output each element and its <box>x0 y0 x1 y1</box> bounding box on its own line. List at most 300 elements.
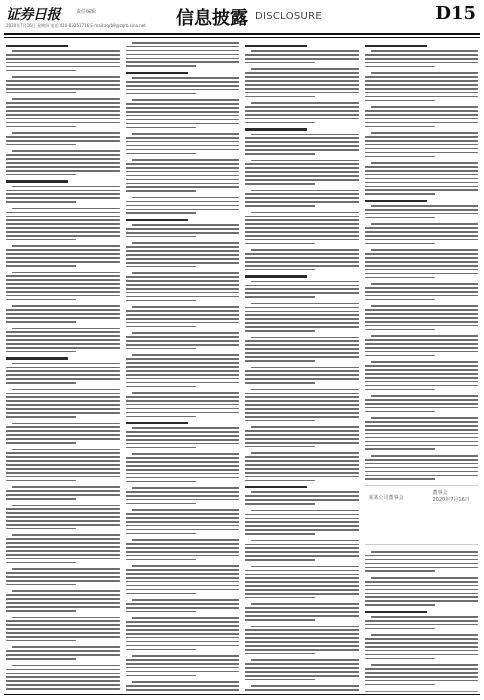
text-line <box>251 68 359 70</box>
paragraph-heading <box>6 357 68 359</box>
text-line <box>245 533 315 535</box>
text-line <box>245 106 359 108</box>
text-line <box>245 54 359 56</box>
text-line <box>245 183 315 185</box>
text-line <box>12 50 120 52</box>
text-line <box>245 307 359 309</box>
text-line <box>6 235 120 237</box>
text-paragraph <box>245 510 359 535</box>
text-line <box>6 219 120 221</box>
text-line <box>126 517 240 519</box>
text-line <box>245 503 315 505</box>
text-line <box>126 300 196 302</box>
text-paragraph <box>126 681 240 692</box>
text-line <box>126 521 240 523</box>
text-line <box>6 136 120 138</box>
text-line <box>6 313 120 315</box>
text-line <box>6 144 76 146</box>
text-line <box>6 598 120 600</box>
text-line <box>126 280 240 282</box>
text-paragraph <box>245 626 359 655</box>
text-paragraph <box>126 332 240 349</box>
text-line <box>126 457 240 459</box>
text-line <box>126 513 240 515</box>
text-line <box>126 641 240 643</box>
text-line <box>126 358 240 360</box>
text-line <box>245 456 359 458</box>
text-line <box>365 624 479 626</box>
text-paragraph <box>365 283 479 300</box>
text-line <box>6 170 120 172</box>
text-line <box>132 539 240 541</box>
text-paragraph <box>126 242 240 267</box>
footer-rule <box>4 694 480 695</box>
text-line <box>6 253 120 255</box>
text-line <box>126 525 240 527</box>
text-line <box>126 54 240 56</box>
text-line <box>126 137 240 139</box>
text-line <box>6 190 120 192</box>
text-line <box>365 265 479 267</box>
text-line <box>126 547 240 549</box>
text-paragraph <box>126 539 240 560</box>
text-line <box>245 442 359 444</box>
text-line <box>6 102 120 104</box>
text-paragraph <box>365 106 479 127</box>
text-line <box>126 374 240 376</box>
text-paragraph <box>245 659 359 680</box>
text-line <box>126 659 240 661</box>
text-paragraph <box>245 275 359 297</box>
text-line <box>132 99 240 101</box>
text-line <box>371 205 479 207</box>
paragraph-heading <box>6 180 68 182</box>
text-line <box>365 257 479 259</box>
text-line <box>6 680 120 682</box>
text-paragraph <box>6 449 120 482</box>
text-paragraph <box>245 249 359 270</box>
text-line <box>371 72 479 74</box>
text-line <box>126 232 240 234</box>
text-line <box>365 313 479 315</box>
text-line <box>126 58 240 60</box>
text-line <box>126 412 240 414</box>
text-paragraph <box>6 150 120 175</box>
text-paragraph <box>6 328 120 353</box>
text-line <box>126 326 196 328</box>
text-line <box>365 114 479 116</box>
text-line <box>126 649 196 651</box>
text-paragraph <box>245 540 359 561</box>
text-line <box>245 96 315 98</box>
text-line <box>365 585 479 587</box>
text-line <box>365 347 479 349</box>
text-line <box>12 245 120 247</box>
text-line <box>126 322 240 324</box>
text-line <box>126 175 240 177</box>
text-line <box>371 162 479 164</box>
text-line <box>6 80 120 82</box>
text-line <box>245 434 359 436</box>
text-line <box>6 542 120 544</box>
text-line <box>6 158 120 160</box>
text-line <box>245 438 359 440</box>
text-line <box>12 590 120 592</box>
text-line <box>371 551 479 553</box>
text-line <box>126 589 240 591</box>
text-line <box>245 637 359 639</box>
text-line <box>6 430 120 432</box>
paragraph-heading <box>365 611 427 613</box>
text-line <box>6 606 120 608</box>
text-line <box>251 102 359 104</box>
text-line <box>126 254 240 256</box>
text-line <box>371 305 479 307</box>
text-line <box>6 249 120 251</box>
text-line <box>126 685 240 687</box>
text-line <box>126 439 240 441</box>
text-line <box>365 186 479 188</box>
text-line <box>245 404 359 406</box>
text-line <box>6 162 120 164</box>
text-line <box>365 239 479 241</box>
text-line <box>371 106 479 108</box>
text-line <box>365 339 479 341</box>
text-line <box>245 521 359 523</box>
text-paragraph <box>6 534 120 563</box>
text-line <box>251 426 359 428</box>
text-line <box>12 132 120 134</box>
text-line <box>365 676 479 678</box>
text-paragraph <box>6 98 120 127</box>
text-line <box>6 351 76 353</box>
text-line <box>365 559 479 561</box>
text-line <box>126 65 196 67</box>
text-paragraph <box>126 392 240 417</box>
text-line <box>245 382 315 384</box>
text-line <box>245 464 359 466</box>
text-line <box>6 370 120 372</box>
text-line <box>245 514 359 516</box>
text-line <box>371 577 479 579</box>
text-paragraph <box>365 72 479 101</box>
text-line <box>245 585 359 587</box>
text-line <box>245 296 315 298</box>
text-line <box>6 317 120 319</box>
text-line <box>251 249 359 251</box>
text-line <box>245 544 359 546</box>
text-line <box>6 400 120 402</box>
text-line <box>365 231 479 233</box>
text-line <box>365 118 479 120</box>
text-line <box>6 84 120 86</box>
text-line <box>6 331 120 333</box>
text-paragraph <box>245 685 359 692</box>
text-paragraph <box>245 128 359 154</box>
text-line <box>365 425 479 427</box>
text-line <box>365 646 479 648</box>
text-line <box>126 551 240 553</box>
text-line <box>365 471 479 473</box>
text-line <box>245 559 315 561</box>
text-line <box>132 599 240 601</box>
text-line <box>126 141 240 143</box>
text-line <box>371 361 479 363</box>
text-line <box>126 675 196 677</box>
text-line <box>365 295 479 297</box>
text-line <box>6 576 120 578</box>
text-line <box>126 296 240 298</box>
text-line <box>6 584 76 586</box>
text-paragraph <box>126 133 240 154</box>
text-line <box>126 503 196 505</box>
text-line <box>245 227 359 229</box>
text-line <box>245 570 359 572</box>
text-line <box>365 213 479 215</box>
section-title-english: DISCLOSURE <box>255 11 322 22</box>
text-line <box>126 396 240 398</box>
text-line <box>6 62 120 64</box>
text-line <box>126 543 240 545</box>
text-line <box>132 272 240 274</box>
text-line <box>12 389 120 391</box>
stamp-date <box>433 490 470 504</box>
text-line <box>126 559 196 561</box>
text-line <box>126 250 240 252</box>
text-line <box>132 427 240 429</box>
text-line <box>126 689 240 691</box>
text-line <box>365 389 435 391</box>
text-paragraph <box>126 99 240 128</box>
text-line <box>126 607 240 609</box>
text-line <box>6 54 120 56</box>
text-line <box>126 667 240 669</box>
text-line <box>365 421 479 423</box>
text-line <box>12 505 120 507</box>
text-line <box>245 378 359 380</box>
text-line <box>126 611 196 613</box>
text-line <box>6 257 120 259</box>
text-line <box>6 580 120 582</box>
text-line <box>132 133 240 135</box>
stamp-company: 某某公司董事会 <box>368 494 404 501</box>
text-paragraph <box>126 272 240 301</box>
text-line <box>245 179 359 181</box>
text-line <box>6 212 120 214</box>
text-paragraph <box>365 551 479 572</box>
text-line <box>126 119 240 121</box>
text-line <box>365 628 435 630</box>
text-line <box>6 193 120 195</box>
text-paragraph <box>245 452 359 481</box>
text-line <box>365 166 479 168</box>
text-line <box>251 337 359 339</box>
text-line <box>126 292 240 294</box>
text-line <box>6 628 120 630</box>
text-line <box>371 616 479 618</box>
text-line <box>245 645 359 647</box>
stamp-board: 董事会 <box>432 489 448 496</box>
text-line <box>365 448 435 450</box>
text-line <box>245 551 359 553</box>
text-paragraph <box>245 337 359 362</box>
text-line <box>6 434 120 436</box>
text-line <box>6 632 120 634</box>
text-line <box>365 433 479 435</box>
text-paragraph <box>365 335 479 356</box>
text-line <box>365 92 479 94</box>
text-line <box>365 668 479 670</box>
text-paragraph <box>365 45 479 67</box>
text-line <box>365 437 479 439</box>
text-line <box>365 273 479 275</box>
text-line <box>245 257 359 259</box>
text-line <box>126 645 240 647</box>
text-line <box>245 175 359 177</box>
text-line <box>126 481 196 483</box>
text-line <box>12 486 120 488</box>
text-line <box>6 118 120 120</box>
text-paragraph <box>126 159 240 192</box>
text-line <box>6 676 120 678</box>
text-line <box>132 453 240 455</box>
text-line <box>245 149 359 151</box>
text-line <box>245 76 359 78</box>
text-line <box>126 344 240 346</box>
text-paragraph <box>6 132 120 145</box>
text-line <box>365 329 435 331</box>
text-paragraph <box>245 212 359 245</box>
header-rule-thin <box>4 37 480 38</box>
text-line <box>6 283 120 285</box>
text-line <box>126 416 196 418</box>
text-line <box>6 223 120 225</box>
text-paragraph <box>245 603 359 620</box>
text-line <box>132 197 240 199</box>
text-line <box>365 654 479 656</box>
text-line <box>365 589 479 591</box>
text-line <box>365 642 479 644</box>
paragraph-heading <box>245 128 307 130</box>
text-line <box>365 459 479 461</box>
text-paragraph <box>245 367 359 384</box>
text-line <box>6 654 120 656</box>
text-line <box>245 114 359 116</box>
text-line <box>6 275 120 277</box>
text-line <box>126 386 196 388</box>
text-line <box>245 476 359 478</box>
text-line <box>12 363 120 365</box>
text-paragraph <box>6 646 120 659</box>
text-line <box>126 266 196 268</box>
text-line <box>365 411 435 413</box>
text-line <box>251 491 359 493</box>
text-paragraph <box>6 568 120 585</box>
text-line <box>365 355 435 357</box>
text-line <box>245 163 359 165</box>
column-2 <box>126 42 240 692</box>
text-line <box>6 321 76 323</box>
text-line <box>126 163 240 165</box>
text-line <box>6 140 120 142</box>
column-1 <box>6 42 120 692</box>
text-line <box>365 604 435 606</box>
text-paragraph <box>126 453 240 482</box>
text-line <box>6 460 120 462</box>
text-line <box>6 110 120 112</box>
text-line <box>6 468 120 470</box>
text-line <box>126 183 240 185</box>
text-line <box>245 460 359 462</box>
text-line <box>6 88 120 90</box>
text-line <box>365 403 479 405</box>
text-line <box>365 189 479 191</box>
signature-stamp <box>365 485 479 545</box>
text-line <box>371 395 479 397</box>
text-paragraph <box>6 505 120 530</box>
text-line <box>245 285 359 287</box>
text-line <box>126 236 196 238</box>
text-line <box>365 152 479 154</box>
text-paragraph <box>245 190 359 207</box>
text-paragraph <box>365 455 479 480</box>
text-line <box>251 510 359 512</box>
text-line <box>6 538 120 540</box>
text-line <box>251 281 359 283</box>
text-line <box>365 309 479 311</box>
text-line <box>365 122 479 124</box>
text-line <box>126 447 196 449</box>
text-line <box>365 178 479 180</box>
text-paragraph <box>126 565 240 594</box>
text-line <box>126 435 240 437</box>
text-line <box>6 408 120 410</box>
text-line <box>365 563 479 565</box>
text-line <box>6 658 76 660</box>
text-line <box>365 365 479 367</box>
text-line <box>371 455 479 457</box>
text-line <box>365 140 479 142</box>
text-line <box>126 50 240 52</box>
text-line <box>245 288 359 290</box>
stamp-date-text: 2020年7月16日 <box>432 496 470 503</box>
text-paragraph <box>126 219 240 237</box>
text-line <box>365 650 479 652</box>
text-line <box>126 212 196 214</box>
text-line <box>245 223 359 225</box>
text-line <box>6 520 120 522</box>
text-paragraph <box>365 611 479 629</box>
text-line <box>245 118 359 120</box>
text-line <box>245 311 359 313</box>
text-line <box>245 239 359 241</box>
text-line <box>245 667 359 669</box>
text-line <box>245 611 359 613</box>
text-line <box>251 685 359 687</box>
text-line <box>6 70 76 72</box>
text-line <box>245 499 359 501</box>
text-paragraph <box>365 162 479 195</box>
text-line <box>6 106 120 108</box>
text-line <box>126 145 240 147</box>
text-paragraph <box>126 422 240 448</box>
text-line <box>126 382 240 384</box>
text-line <box>6 216 120 218</box>
text-line <box>365 475 479 477</box>
text-line <box>6 299 76 301</box>
text-line <box>6 594 120 596</box>
text-line <box>365 227 479 229</box>
